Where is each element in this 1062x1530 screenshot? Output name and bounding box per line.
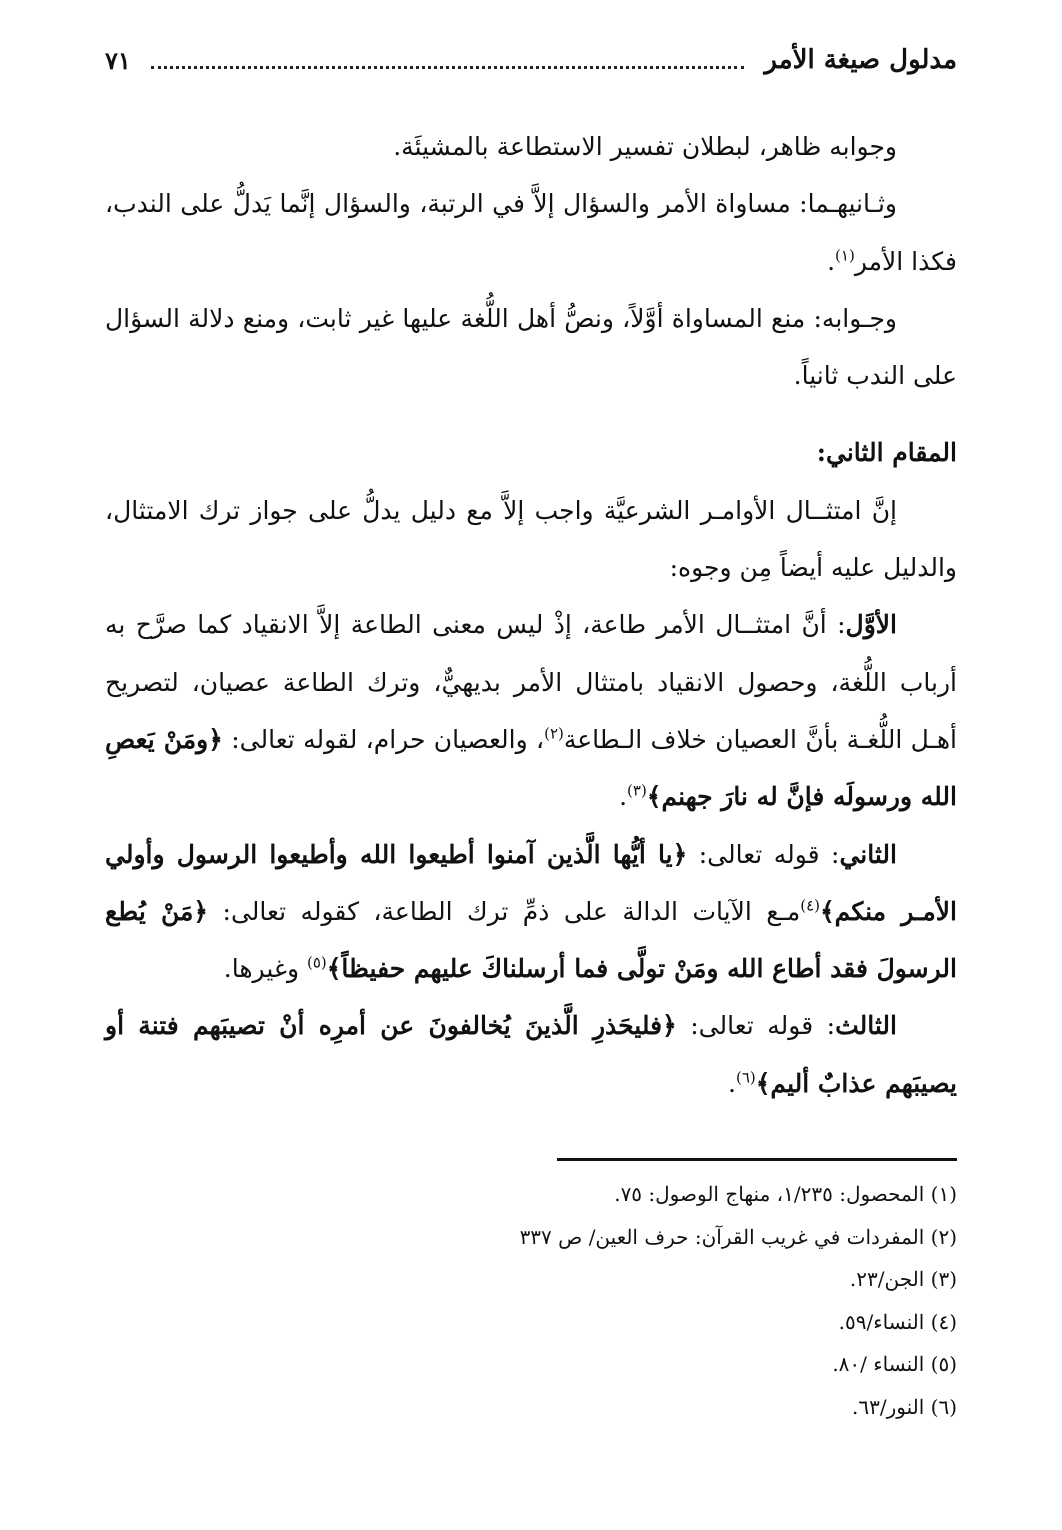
header-title: مدلول صيغة الأمر (764, 45, 957, 75)
page-number: ٧١ (105, 45, 131, 75)
section-heading: المقام الثاني: (816, 438, 957, 468)
paragraph-7-lead: الثالث (835, 1011, 897, 1041)
footnote-ref-2[interactable]: (٢) (544, 724, 564, 743)
paragraph-2-end: . (827, 246, 836, 276)
paragraph-1: وجوابه ظاهر، لبطلان تفسير الاستطاعة بالمشيئَة. (393, 132, 897, 161)
footnote-ref-3[interactable]: (٣) (627, 781, 647, 800)
paragraph-7-text-1: : قوله تعالى: (676, 1011, 836, 1041)
footnote-ref-4[interactable]: (٤) (800, 896, 821, 915)
paragraph-7 (105, 997, 957, 1112)
quran-quote-3: ﴿مَنْ يُطع الرسولَ فقد أطاع الله ومَنْ تولَّى فما أرسلناكَ عليهم حفيظاً﴾ (105, 896, 957, 984)
header-dot-leader (151, 52, 745, 69)
footnote-ref-6[interactable]: (٦) (736, 1068, 756, 1087)
footnote-separator (557, 1158, 957, 1161)
footnote-1: (١) المحصول: ١/٢٣٥، منهاج الوصول: ٧٥. (614, 1182, 957, 1206)
paragraph-2 (105, 175, 957, 290)
paragraph-7-end: . (728, 1068, 736, 1098)
paragraph-6-lead: الثاني (839, 839, 897, 869)
paragraph-5-lead: الأوَّل (845, 610, 897, 640)
footnote-4: (٤) النساء/٥٩. (838, 1309, 957, 1334)
paragraph-6-end: وغيرها. (223, 954, 307, 984)
paragraph-2-text: وثـانيهـما: مساواة الأمر والسؤال إلاَّ في الرتبة، والسؤال إنَّما يَدلُّ على الندب، فكذا الأمر (105, 189, 957, 276)
footnote-5: (٥) النساء /٨٠. (832, 1352, 957, 1376)
paragraph-5 (105, 596, 957, 825)
paragraph-5-text-1: : أنَّ امتثــال الأمر طاعة، إذْ ليس معنى الطاعة إلاَّ الانقياد كما صرَّح به أرباب اللُّغة، وحصول الانقياد بامتثال الأمر بديهيٌّ، وترك الطاعة عصيان، لتصريح أهـل اللُّغـة بأنَّ العصيان خلاف الـطاعة (105, 610, 957, 754)
quran-quote-2: ﴿يا أيُّها الَّذين آمنوا أطيعوا الله وأطيعوا الرسول وأولي الأمـر منكم﴾ (105, 839, 957, 926)
paragraph-3: وجـوابه: منع المساواة أوَّلاً، ونصُّ أهل اللُّغة عليها غير ثابت، ومنع دلالة السؤال على الندب ثانياً. (105, 303, 957, 391)
paragraph-4: إنَّ امتثــال الأوامـر الشرعيَّة واجب إلاَّ مع دليل يدلُّ على جواز ترك الامتثال، والدليل عليه أيضاً مِن وجوه: (105, 495, 957, 583)
paragraph-6-text-1: : قوله تعالى: (687, 839, 840, 869)
paragraph-5-end: . (619, 782, 628, 812)
quran-quote-1: ﴿ومَنْ يَعصِ الله ورسولَه فإنَّ له نارَ جهنم﴾ (105, 724, 957, 812)
main-text (105, 118, 957, 1112)
footnote-ref-5[interactable]: (٥) (306, 953, 327, 972)
footnote-3: (٣) الجن/٢٣. (849, 1267, 957, 1291)
footnotes (105, 1173, 957, 1428)
quran-quote-4: ﴿فليحَذرِ الَّذينَ يُخالفونَ عن أمرِه أنْ تصيبَهم فتنة أو يصيبَهم عذابٌ أليم﴾ (105, 1011, 957, 1098)
footnote-6: (٦) النور/٦٣. (852, 1394, 957, 1419)
paragraph-6 (105, 826, 957, 998)
footnote-2: (٢) المفردات في غريب القرآن: حرف العين/ ص ٣٣٧ (519, 1224, 957, 1249)
running-header (105, 38, 957, 82)
footnote-ref-1[interactable]: (١) (835, 246, 855, 265)
paragraph-6-text-2: مـع الآيات الدالة على ذمِّ ترك الطاعة، كقوله تعالى: (208, 896, 801, 926)
book-page (105, 38, 957, 1498)
paragraph-5-text-2: ، والعصيان حرام، لقوله تعالى: (222, 724, 545, 754)
